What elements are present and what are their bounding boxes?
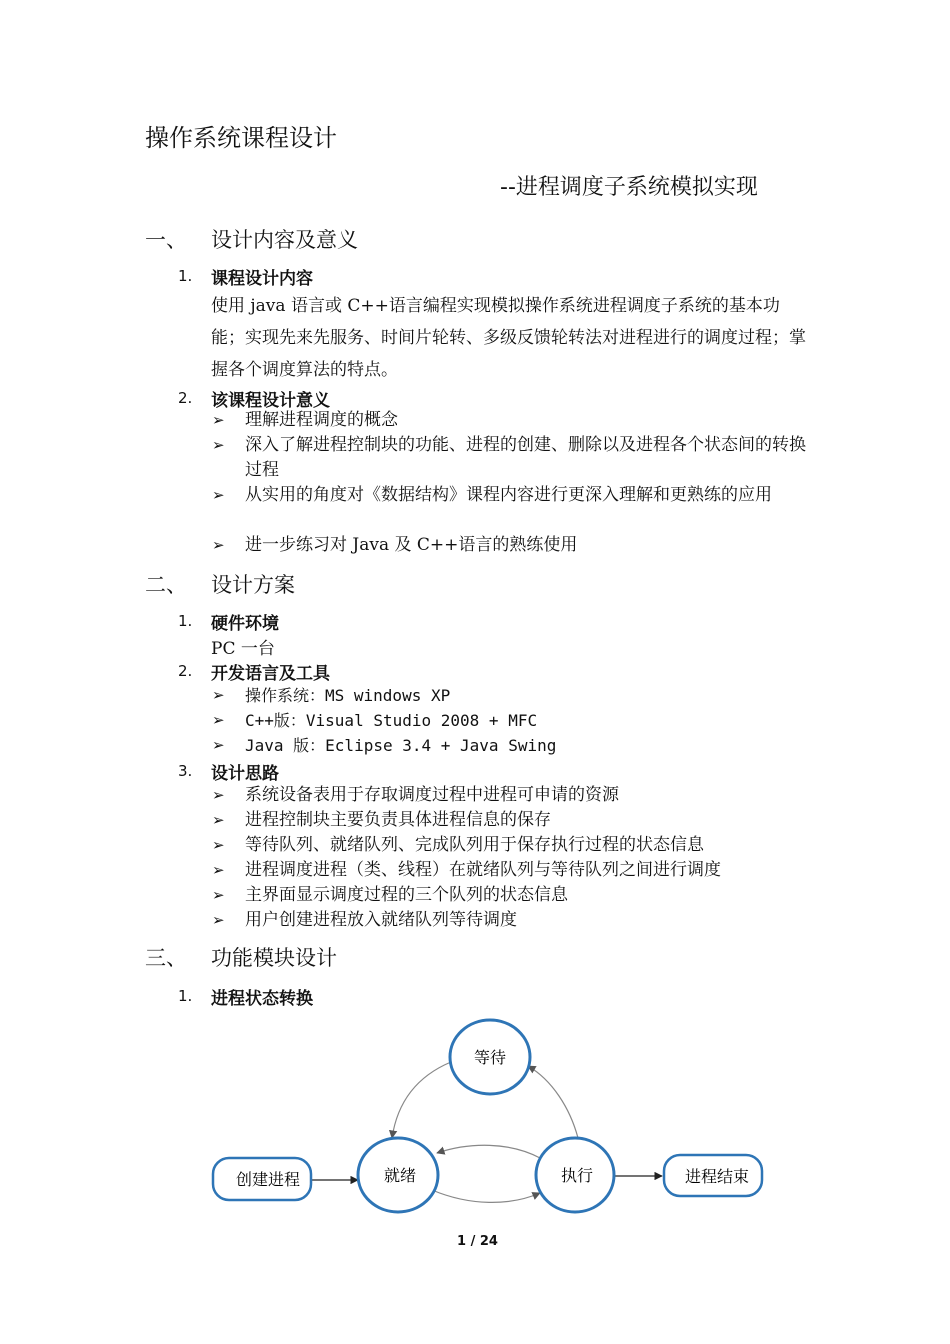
section-number: 一、 bbox=[145, 228, 187, 252]
edge-wait-to-ready bbox=[392, 1062, 451, 1138]
section-heading: 设计内容及意义 bbox=[211, 228, 358, 252]
node-create-label: 创建进程 bbox=[235, 1170, 301, 1189]
arrow-bullet-icon: ➢ bbox=[212, 536, 225, 554]
bullet-item: C++版：Visual Studio 2008 + MFC bbox=[245, 711, 538, 730]
bullet-item: 深入了解进程控制块的功能、进程的创建、删除以及进程各个状态间的转换过程 bbox=[245, 435, 806, 480]
paragraph: 使用 java 语言或 C++语言编程实现模拟操作系统进程调度子系统的基本功能；实现先来先服务、时间片轮转、多级反馈轮转法对进程进行的调度过程；掌握各个调度算法的特点。 bbox=[211, 296, 806, 380]
node-wait-label: 等待 bbox=[473, 1048, 507, 1067]
arrow-bullet-icon: ➢ bbox=[212, 486, 225, 504]
arrow-bullet-icon: ➢ bbox=[212, 711, 225, 729]
bullet-item: 系统设备表用于存取调度过程中进程可申请的资源 bbox=[245, 785, 619, 805]
bullet-item: 操作系统：MS windows XP bbox=[245, 686, 451, 705]
bullet-item: 进一步练习对 Java 及 C++语言的熟练使用 bbox=[245, 535, 578, 555]
bullet-item: 理解进程调度的概念 bbox=[245, 410, 398, 430]
arrow-bullet-icon: ➢ bbox=[212, 436, 225, 454]
bullet-item: 等待队列、就绪队列、完成队列用于保存执行过程的状态信息 bbox=[245, 835, 704, 855]
section-heading: 功能模块设计 bbox=[211, 946, 337, 970]
edge-run-to-ready bbox=[437, 1145, 540, 1158]
bullet-item: 进程调度进程（类、线程）在就绪队列与等待队列之间进行调度 bbox=[245, 860, 721, 880]
arrow-bullet-icon: ➢ bbox=[212, 861, 225, 879]
arrow-bullet-icon: ➢ bbox=[212, 886, 225, 904]
node-run-label: 执行 bbox=[560, 1166, 594, 1185]
arrow-bullet-icon: ➢ bbox=[212, 736, 225, 754]
item-heading: 该课程设计意义 bbox=[211, 391, 330, 411]
item-number: 2. bbox=[178, 389, 193, 407]
item-number: 1. bbox=[178, 267, 193, 285]
item-heading: 课程设计内容 bbox=[211, 269, 313, 289]
document-subtitle: --进程调度子系统模拟实现 bbox=[500, 175, 758, 200]
document-title: 操作系统课程设计 bbox=[145, 124, 337, 152]
item-number: 3. bbox=[178, 762, 193, 780]
item-text: PC 一台 bbox=[211, 639, 275, 659]
arrow-bullet-icon: ➢ bbox=[212, 836, 225, 854]
arrow-bullet-icon: ➢ bbox=[212, 786, 225, 804]
bullet-item: 主界面显示调度过程的三个队列的状态信息 bbox=[245, 885, 568, 905]
arrow-bullet-icon: ➢ bbox=[212, 811, 225, 829]
page-number: 1 / 24 bbox=[457, 1234, 498, 1249]
item-number: 2. bbox=[178, 662, 193, 680]
section-heading: 设计方案 bbox=[211, 573, 295, 597]
bullet-item: 进程控制块主要负责具体进程信息的保存 bbox=[245, 810, 551, 830]
bullet-item: Java 版：Eclipse 3.4 + Java Swing bbox=[245, 736, 557, 755]
arrow-bullet-icon: ➢ bbox=[212, 411, 225, 429]
item-number: 1. bbox=[178, 612, 193, 630]
item-heading: 开发语言及工具 bbox=[211, 664, 330, 684]
edge-run-to-wait bbox=[528, 1066, 578, 1138]
item-heading: 进程状态转换 bbox=[211, 989, 313, 1009]
section-number: 二、 bbox=[145, 573, 187, 597]
section-number: 三、 bbox=[145, 946, 187, 970]
bullet-item: 用户创建进程放入就绪队列等待调度 bbox=[245, 910, 517, 930]
arrow-bullet-icon: ➢ bbox=[212, 686, 225, 704]
bullet-item: 从实用的角度对《数据结构》课程内容进行更深入理解和更熟练的应用 bbox=[245, 485, 772, 505]
edge-ready-to-run bbox=[432, 1190, 540, 1202]
node-ready-label: 就绪 bbox=[383, 1166, 417, 1185]
item-heading: 设计思路 bbox=[211, 764, 279, 784]
item-number: 1. bbox=[178, 987, 193, 1005]
item-heading: 硬件环境 bbox=[211, 614, 279, 634]
node-finish-label: 进程结束 bbox=[684, 1167, 750, 1186]
arrow-bullet-icon: ➢ bbox=[212, 911, 225, 929]
